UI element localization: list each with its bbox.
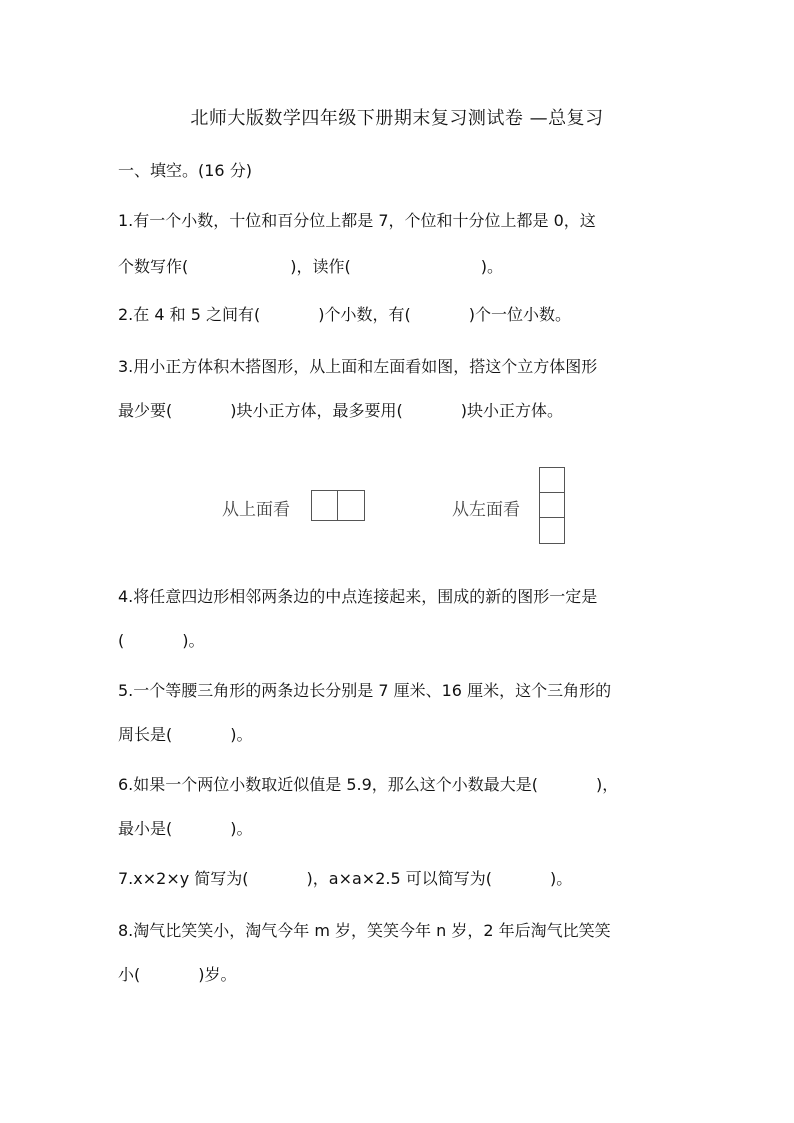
- question-1-line-2: [118, 244, 684, 290]
- question-3-line-1: [118, 344, 684, 390]
- question-5-line-1: [118, 668, 684, 714]
- question-3-text-a: 最少要(: [118, 401, 173, 420]
- question-2-text-b: )个小数，有(: [318, 305, 411, 324]
- question-8-line-1: [118, 908, 684, 954]
- question-6-text-b: )，: [596, 775, 619, 794]
- question-2-text-c: )个一位小数。: [468, 305, 571, 324]
- question-8-text-a: 小(: [118, 965, 141, 984]
- question-7-text-b: )，a×a×2.5 可以简写为(: [306, 869, 492, 888]
- question-4-text: 4.将任意四边形相邻两条边的中点连接起来，围成的新的图形一定是: [118, 587, 598, 606]
- question-5-line-2: [118, 712, 684, 758]
- question-5-text-a: 周长是(: [118, 725, 173, 744]
- question-2-text-a: 2.在 4 和 5 之间有(: [118, 305, 261, 324]
- question-8-text: 8.淘气比笑笑小，淘气今年 m 岁，笑笑今年 n 岁，2 年后淘气比笑笑: [118, 921, 611, 940]
- section-heading: 一、填空。(16 分): [118, 161, 252, 180]
- question-6-text-a: 6.如果一个两位小数取近似值是 5.9，那么这个小数最大是(: [118, 775, 539, 794]
- left-view-square-1: [539, 467, 565, 494]
- question-4-text-b: )。: [182, 631, 205, 650]
- question-8-line-2: [118, 952, 684, 998]
- left-view-label: 从左面看: [452, 500, 520, 520]
- question-1-line-1: [118, 198, 684, 244]
- top-view-square-2: [337, 490, 365, 521]
- question-1-text: 1.有一个小数，十位和百分位上都是 7，个位和十分位上都是 0，这: [118, 211, 596, 230]
- question-3-text: 3.用小正方体积木搭图形，从上面和左面看如图，搭这个立方体图形: [118, 357, 598, 376]
- question-6-line-1: [118, 762, 684, 808]
- question-4-line-2: [118, 618, 684, 664]
- question-7: [118, 856, 684, 902]
- question-6-text-d: )。: [230, 819, 253, 838]
- question-4-text-a: (: [118, 631, 125, 650]
- question-5-text: 5.一个等腰三角形的两条边长分别是 7 厘米、16 厘米，这个三角形的: [118, 681, 612, 700]
- question-8-text-b: )岁。: [198, 965, 237, 984]
- question-2: [118, 292, 684, 338]
- question-4-line-1: [118, 574, 684, 620]
- question-1-text-b: )，读作(: [290, 257, 351, 276]
- left-view-square-3: [539, 517, 565, 544]
- top-view-label: 从上面看: [222, 500, 290, 520]
- question-7-text-a: 7.x×2×y 简写为(: [118, 869, 249, 888]
- question-3-text-c: )块小正方体。: [460, 401, 563, 420]
- left-view-square-2: [539, 492, 565, 519]
- question-5-text-b: )。: [230, 725, 253, 744]
- question-6-text-c: 最小是(: [118, 819, 173, 838]
- question-6-line-2: [118, 806, 684, 852]
- page-title: 北师大版数学四年级下册期末复习测试卷 —总复习: [190, 108, 604, 129]
- question-3-figures: [0, 460, 794, 550]
- top-view-square-1: [311, 490, 339, 521]
- question-3-line-2: [118, 388, 684, 434]
- question-1-text-a: 个数写作(: [118, 257, 189, 276]
- question-1-text-c: )。: [480, 257, 503, 276]
- question-3-text-b: )块小正方体，最多要用(: [230, 401, 403, 420]
- question-7-text-c: )。: [549, 869, 573, 888]
